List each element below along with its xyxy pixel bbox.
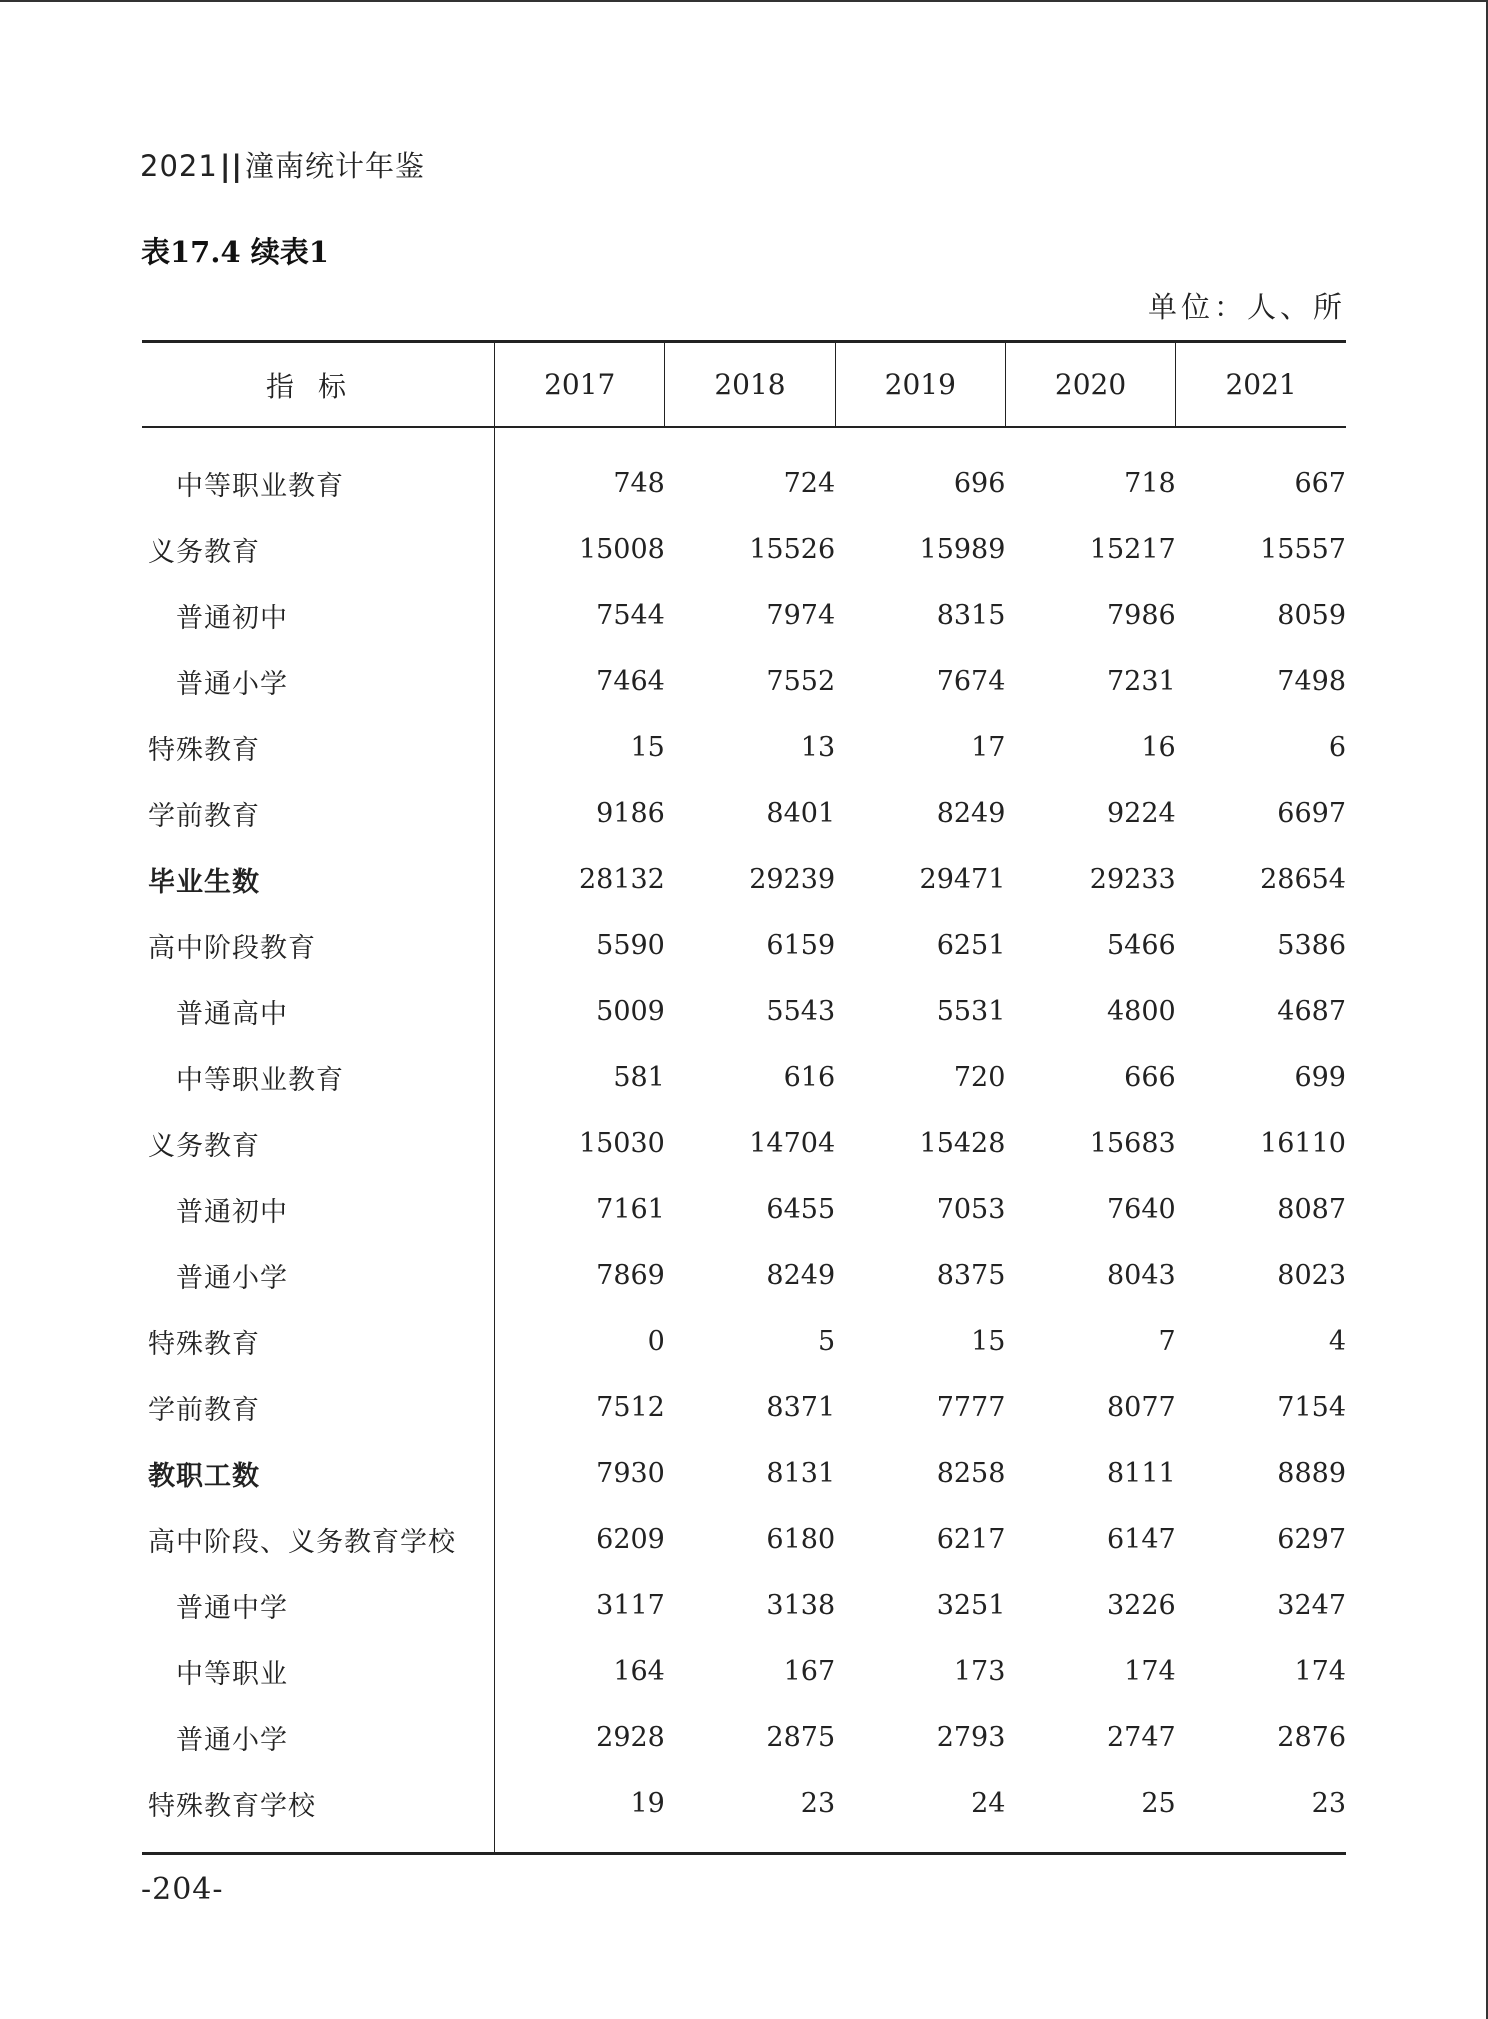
cell-value: 7498 xyxy=(1277,665,1346,697)
row-label: 普通小学 xyxy=(142,1242,495,1308)
cell-value: 15008 xyxy=(578,533,665,565)
cell-value: 3117 xyxy=(596,1589,665,1621)
table-row xyxy=(142,1572,1346,1638)
cell-value: 667 xyxy=(1294,467,1346,499)
cell-value: 164 xyxy=(613,1655,665,1687)
table-row xyxy=(142,1176,1346,1242)
table-row xyxy=(142,1770,1346,1854)
cell-value: 173 xyxy=(953,1655,1006,1687)
cell-value: 15526 xyxy=(749,533,836,565)
cell-value: 23 xyxy=(665,1770,835,1854)
table-row xyxy=(142,1374,1346,1440)
cell-value: 7674 xyxy=(936,665,1006,697)
running-head-year: 2021 xyxy=(140,149,218,183)
cell-value: 7154 xyxy=(1277,1391,1346,1423)
header-year: 2018 xyxy=(665,342,835,428)
row-label: 学前教育 xyxy=(142,1374,495,1440)
unit-note: 单位：人、所 xyxy=(1147,290,1346,324)
cell-value: 5 xyxy=(817,1325,836,1357)
table-row xyxy=(142,780,1346,846)
header-year: 2020 xyxy=(1005,342,1175,428)
cell-value: 2928 xyxy=(596,1721,665,1753)
cell-value: 17 xyxy=(971,731,1006,763)
row-label: 中等职业 xyxy=(142,1638,495,1704)
cell-value: 720 xyxy=(953,1061,1006,1093)
table-title: 表17.4 续表1 xyxy=(141,235,329,269)
cell-value: 15557 xyxy=(1260,533,1346,565)
cell-value: 718 xyxy=(1124,467,1176,499)
cell-value: 5466 xyxy=(1106,929,1176,961)
table-row xyxy=(142,978,1346,1044)
cell-value: 6251 xyxy=(936,929,1006,961)
cell-value: 8249 xyxy=(766,1259,836,1291)
cell-value: 23 xyxy=(1176,1770,1346,1854)
cell-value: 16110 xyxy=(1260,1127,1346,1159)
cell-value: 6455 xyxy=(766,1193,836,1225)
cell-value: 7974 xyxy=(766,599,836,631)
cell-value: 8258 xyxy=(936,1457,1006,1489)
row-label: 特殊教育学校 xyxy=(142,1770,495,1854)
cell-value: 581 xyxy=(613,1061,665,1093)
table-row xyxy=(142,846,1346,912)
cell-value: 724 xyxy=(783,467,836,499)
header-year: 2017 xyxy=(495,342,665,428)
cell-value: 5531 xyxy=(936,995,1006,1027)
cell-value: 29471 xyxy=(919,863,1006,895)
cell-value: 5590 xyxy=(596,929,665,961)
table-row xyxy=(142,912,1346,978)
cell-value: 6209 xyxy=(596,1523,665,1555)
cell-value: 7640 xyxy=(1106,1193,1176,1225)
cell-value: 24 xyxy=(835,1770,1005,1854)
cell-value: 6 xyxy=(1328,731,1346,763)
table-row xyxy=(142,1704,1346,1770)
cell-value: 7986 xyxy=(1106,599,1176,631)
cell-value: 15030 xyxy=(578,1127,665,1159)
table-row xyxy=(142,1242,1346,1308)
cell-value: 3247 xyxy=(1277,1589,1346,1621)
cell-value: 5543 xyxy=(766,995,836,1027)
cell-value: 7053 xyxy=(936,1193,1006,1225)
header-year: 2019 xyxy=(835,342,1005,428)
cell-value: 13 xyxy=(800,731,836,763)
cell-value: 14704 xyxy=(749,1127,836,1159)
cell-value: 29239 xyxy=(749,863,836,895)
running-head-divider: || xyxy=(219,149,243,183)
cell-value: 2876 xyxy=(1277,1721,1346,1753)
cell-value: 28654 xyxy=(1260,863,1346,895)
table-row xyxy=(142,1638,1346,1704)
cell-value: 616 xyxy=(783,1061,836,1093)
cell-value: 8249 xyxy=(936,797,1006,829)
cell-value: 15989 xyxy=(919,533,1006,565)
row-label: 教职工数 xyxy=(142,1440,495,1506)
cell-value: 7777 xyxy=(936,1391,1006,1423)
row-label: 中等职业教育 xyxy=(142,1044,495,1110)
cell-value: 25 xyxy=(1005,1770,1175,1854)
cell-value: 19 xyxy=(495,1770,665,1854)
row-label: 普通初中 xyxy=(142,582,495,648)
table-row xyxy=(142,1110,1346,1176)
row-label: 义务教育 xyxy=(142,1110,495,1176)
row-label: 普通小学 xyxy=(142,1704,495,1770)
row-label: 高中阶段教育 xyxy=(142,912,495,978)
row-label: 毕业生数 xyxy=(142,846,495,912)
cell-value: 8111 xyxy=(1106,1457,1176,1489)
row-label: 普通初中 xyxy=(142,1176,495,1242)
cell-value: 8087 xyxy=(1277,1193,1346,1225)
cell-value: 2793 xyxy=(936,1721,1006,1753)
cell-value: 6217 xyxy=(936,1523,1006,1555)
cell-value: 8889 xyxy=(1277,1457,1346,1489)
cell-value: 15428 xyxy=(919,1127,1006,1159)
row-label: 高中阶段、义务教育学校 xyxy=(142,1506,495,1572)
statistics-table xyxy=(142,340,1346,1855)
cell-value: 5386 xyxy=(1277,929,1346,961)
cell-value: 4687 xyxy=(1277,995,1346,1027)
cell-value: 7869 xyxy=(596,1259,665,1291)
header-indicator: 指标 xyxy=(142,342,495,428)
cell-value: 8043 xyxy=(1106,1259,1176,1291)
cell-value: 3138 xyxy=(766,1589,836,1621)
running-head-book: 潼南统计年鉴 xyxy=(245,149,426,183)
cell-value: 8131 xyxy=(766,1457,836,1489)
cell-value: 6180 xyxy=(766,1523,836,1555)
cell-value: 696 xyxy=(953,467,1006,499)
cell-value: 8315 xyxy=(936,599,1006,631)
table-row xyxy=(142,427,1346,516)
cell-value: 7 xyxy=(1158,1325,1176,1357)
cell-value: 167 xyxy=(783,1655,836,1687)
cell-value: 748 xyxy=(613,467,665,499)
cell-value: 6297 xyxy=(1277,1523,1346,1555)
table-row xyxy=(142,648,1346,714)
cell-value: 7930 xyxy=(596,1457,665,1489)
table-body xyxy=(142,427,1346,1854)
table-row xyxy=(142,714,1346,780)
cell-value: 5009 xyxy=(596,995,665,1027)
table-row xyxy=(142,1044,1346,1110)
page-number: -204- xyxy=(141,1872,224,1907)
cell-value: 9186 xyxy=(596,797,665,829)
cell-value: 174 xyxy=(1294,1655,1346,1687)
table-row xyxy=(142,516,1346,582)
cell-value: 666 xyxy=(1124,1061,1176,1093)
row-label: 普通中学 xyxy=(142,1572,495,1638)
cell-value: 16 xyxy=(1141,731,1176,763)
cell-value: 6147 xyxy=(1106,1523,1176,1555)
cell-value: 7231 xyxy=(1106,665,1176,697)
cell-value: 2747 xyxy=(1106,1721,1176,1753)
cell-value: 2875 xyxy=(766,1721,836,1753)
table-row xyxy=(142,1308,1346,1374)
cell-value: 8023 xyxy=(1277,1259,1346,1291)
row-label: 普通高中 xyxy=(142,978,495,1044)
cell-value: 4800 xyxy=(1106,995,1176,1027)
cell-value: 9224 xyxy=(1106,797,1176,829)
cell-value: 15 xyxy=(971,1325,1006,1357)
cell-value: 7552 xyxy=(766,665,836,697)
cell-value: 3226 xyxy=(1106,1589,1176,1621)
row-label: 义务教育 xyxy=(142,516,495,582)
cell-value: 28132 xyxy=(578,863,665,895)
cell-value: 0 xyxy=(647,1325,665,1357)
row-label: 特殊教育 xyxy=(142,714,495,780)
cell-value: 7464 xyxy=(596,665,665,697)
table-row xyxy=(142,1440,1346,1506)
page-border-top xyxy=(0,0,1488,2)
cell-value: 6697 xyxy=(1277,797,1346,829)
cell-value: 7512 xyxy=(596,1391,665,1423)
row-label: 学前教育 xyxy=(142,780,495,846)
cell-value: 15 xyxy=(630,731,665,763)
cell-value: 7544 xyxy=(596,599,665,631)
cell-value: 3251 xyxy=(936,1589,1006,1621)
running-head xyxy=(140,144,425,185)
cell-value: 174 xyxy=(1124,1655,1176,1687)
cell-value: 15683 xyxy=(1089,1127,1176,1159)
row-label: 中等职业教育 xyxy=(142,427,495,516)
header-row xyxy=(142,342,1346,428)
cell-value: 4 xyxy=(1328,1325,1346,1357)
cell-value: 29233 xyxy=(1089,863,1176,895)
row-label: 普通小学 xyxy=(142,648,495,714)
cell-value: 8375 xyxy=(936,1259,1006,1291)
cell-value: 8059 xyxy=(1277,599,1346,631)
cell-value: 699 xyxy=(1294,1061,1346,1093)
header-year: 2021 xyxy=(1176,342,1346,428)
table-row xyxy=(142,582,1346,648)
table-row xyxy=(142,1506,1346,1572)
cell-value: 8401 xyxy=(766,797,836,829)
cell-value: 7161 xyxy=(596,1193,665,1225)
row-label: 特殊教育 xyxy=(142,1308,495,1374)
cell-value: 15217 xyxy=(1089,533,1176,565)
cell-value: 6159 xyxy=(766,929,836,961)
cell-value: 8371 xyxy=(766,1391,836,1423)
cell-value: 8077 xyxy=(1106,1391,1176,1423)
